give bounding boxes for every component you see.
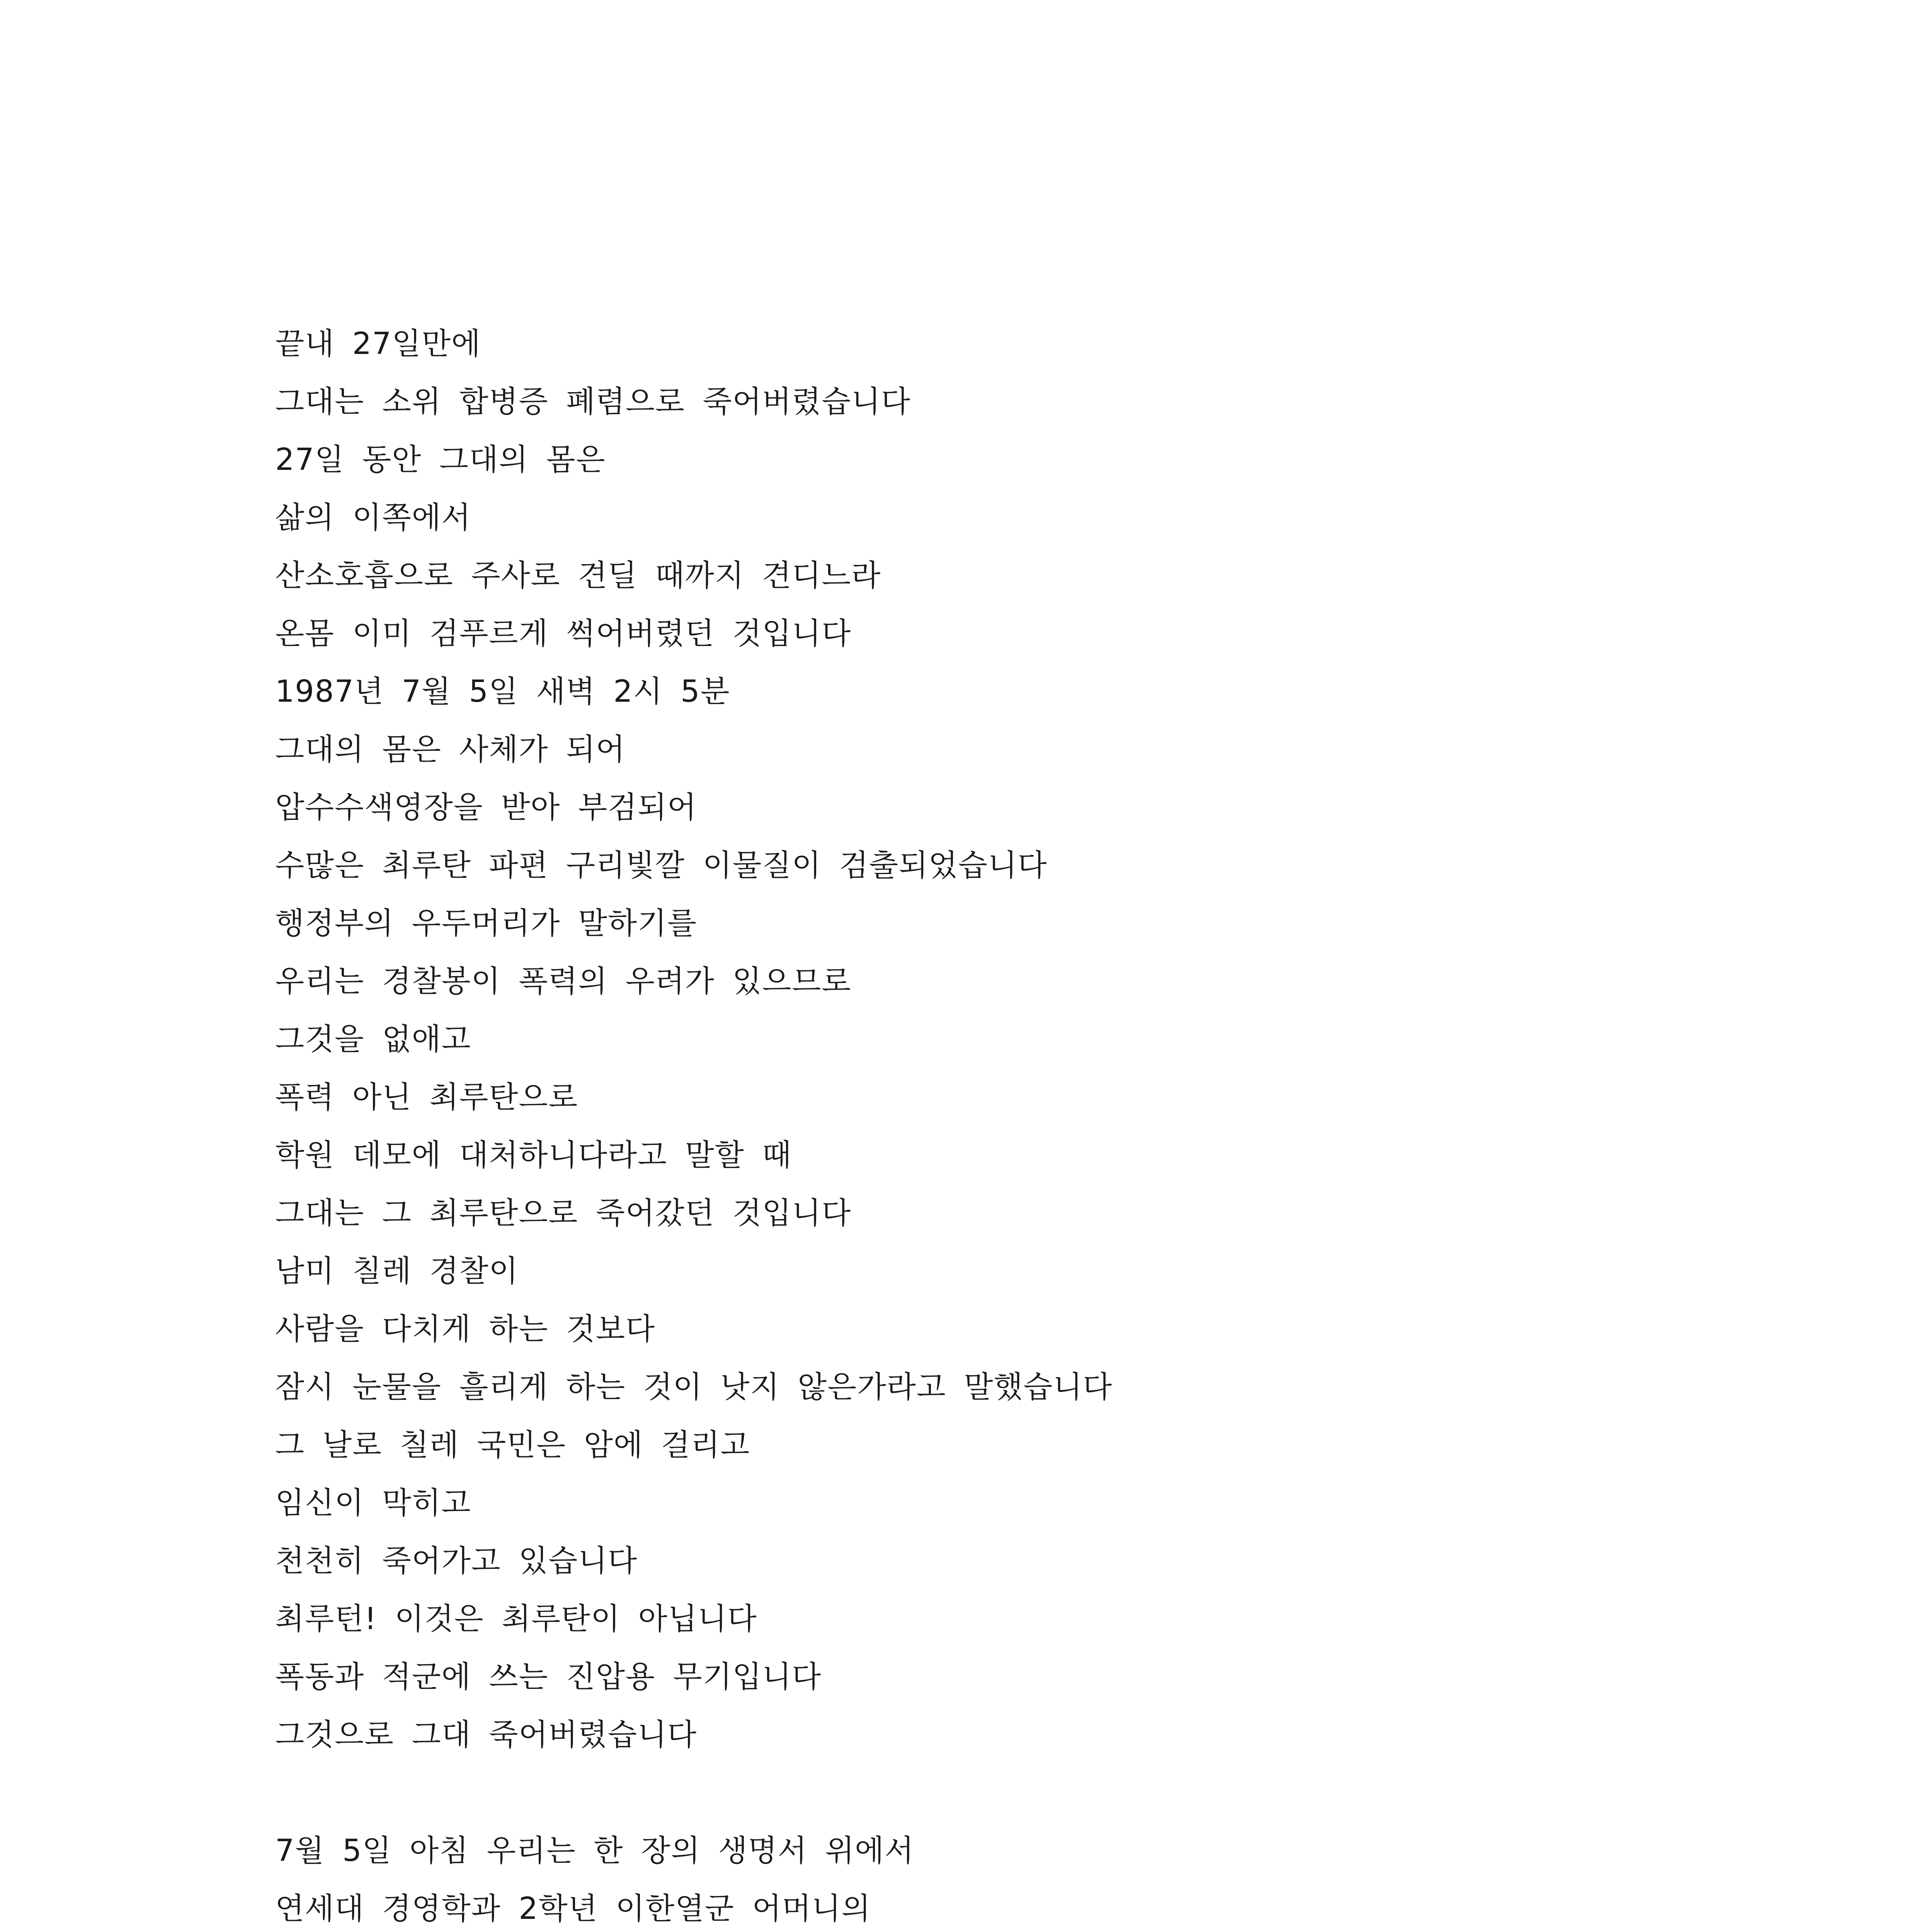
poem-line: 끝내 27일만에 — [275, 327, 481, 361]
poem-line: 온몸 이미 검푸르게 썩어버렸던 것입니다 — [275, 616, 851, 651]
stanza-break — [275, 1764, 1666, 1822]
poem-line: 그것으로 그대 죽어버렸습니다 — [275, 1718, 697, 1752]
poem-line: 그대의 몸은 사체가 되어 — [275, 732, 626, 767]
poem-text — [275, 315, 1666, 1932]
poem-line: 수많은 최루탄 파편 구리빛깔 이물질이 검출되었습니다 — [275, 848, 1048, 883]
poem-line: 그대는 소위 합병증 폐렴으로 죽어버렸습니다 — [275, 384, 911, 419]
poem-line: 그 날로 칠레 국민은 암에 걸리고 — [275, 1428, 750, 1463]
poem-line: 천천히 죽어가고 있습니다 — [275, 1544, 638, 1578]
poem-line: 임신이 막히고 — [275, 1486, 471, 1520]
poem-line: 산소호흡으로 주사로 견딜 때까지 견디느라 — [275, 558, 881, 593]
poem-line: 사람을 다치게 하는 것보다 — [275, 1312, 655, 1347]
poem-line: 학원 데모에 대처하니다라고 말할 때 — [275, 1138, 792, 1173]
poem-line: 7월 5일 아침 우리는 한 장의 생명서 위에서 — [275, 1833, 914, 1868]
poem-line: 남미 칠레 경찰이 — [275, 1254, 519, 1289]
poem-line: 그대는 그 최루탄으로 죽어갔던 것입니다 — [275, 1196, 851, 1231]
poem-line: 폭력 아닌 최루탄으로 — [275, 1080, 578, 1115]
poem-line: 행정부의 우두머리가 말하기를 — [275, 906, 697, 941]
poem-line: 연세대 경영학과 2학년 이한열군 어머니의 — [275, 1891, 871, 1926]
poem-line: 잠시 눈물을 흘리게 하는 것이 낫지 않은가라고 말했습니다 — [275, 1370, 1113, 1405]
poem-line: 압수수색영장을 받아 부검되어 — [275, 790, 697, 825]
poem-line: 우리는 경찰봉이 폭력의 우려가 있으므로 — [275, 964, 851, 999]
poem-line: 최루턴! 이것은 최루탄이 아닙니다 — [275, 1602, 757, 1636]
poem-line: 27일 동안 그대의 몸은 — [275, 442, 606, 477]
poem-line: 삶의 이쪽에서 — [275, 500, 471, 535]
poem-line: 1987년 7월 5일 새벽 2시 5분 — [275, 674, 730, 709]
poem-line: 그것을 없애고 — [275, 1022, 471, 1057]
poem-line: 폭동과 적군에 쓰는 진압용 무기입니다 — [275, 1660, 822, 1694]
